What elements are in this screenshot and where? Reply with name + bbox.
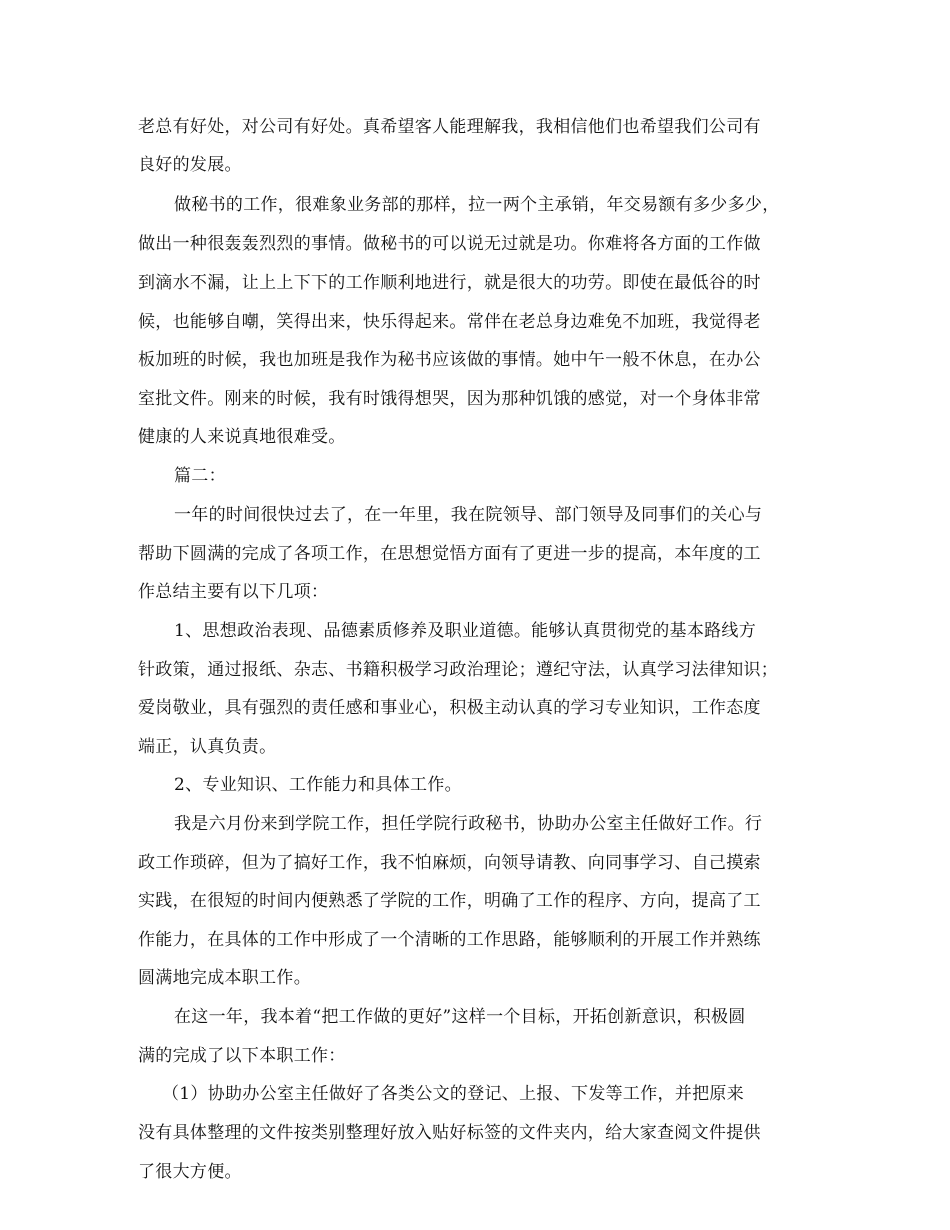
text-line: 健康的人来说真地很难受。 [138,427,346,447]
text-line: 室批文件。刚来的时候，我有时饿得想哭，因为那种饥饿的感觉，对一个身体非常 [138,389,761,409]
text-line: 板加班的时候，我也加班是我作为秘书应该做的事情。她中午一般不休息，在办公 [138,350,761,370]
text-line: 满的完成了以下本职工作： [138,1046,346,1066]
text-line: 候，也能够自嘲，笑得出来，快乐得起来。常伴在老总身边难免不加班，我觉得老 [138,312,761,332]
text-line: 做秘书的工作，很难象业务部的那样，拉一两个主承销，年交易额有多少多少， [174,195,780,215]
text-line: 2、专业知识、工作能力和具体工作。 [174,775,462,795]
text-line: 老总有好处，对公司有好处。真希望客人能理解我，我相信他们也希望我们公司有 [138,117,761,137]
text-line: 作能力，在具体的工作中形成了一个清晰的工作思路，能够顺利的开展工作并熟练 [138,930,761,950]
section-heading: 篇二： [174,466,226,486]
text-line: 爱岗敬业，具有强烈的责任感和事业心，积极主动认真的学习专业知识，工作态度 [138,698,761,718]
text-line: 1、思想政治表现、品德素质修养及职业道德。能够认真贯彻党的基本路线方 [174,621,757,641]
text-line: 针政策，通过报纸、杂志、书籍积极学习政治理论；遵纪守法，认真学习法律知识； [138,660,779,680]
text-line: 政工作琐碎，但为了搞好工作，我不怕麻烦，向领导请教、向同事学习、自己摸索 [138,853,761,873]
text-line: 到滴水不漏，让上上下下的工作顺利地进行，就是很大的功劳。即使在最低谷的时 [138,273,761,293]
text-line: 做出一种很轰轰烈烈的事情。做秘书的可以说无过就是功。你难将各方面的工作做 [138,234,761,254]
text-line: 在这一年，我本着“把工作做的更好”这样一个目标，开拓创新意识，积极圆 [174,1007,746,1027]
text-line: 我是六月份来到学院工作，担任学院行政秘书，协助办公室主任做好工作。行 [174,814,763,834]
text-line: 没有具体整理的文件按类别整理好放入贴好标签的文件夹内，给大家查阅文件提供 [138,1123,761,1143]
text-line: 圆满地完成本职工作。 [138,968,311,988]
text-line: 端正，认真负责。 [138,737,277,757]
text-line: 帮助下圆满的完成了各项工作，在思想觉悟方面有了更进一步的提高，本年度的工 [138,544,761,564]
text-line: 良好的发展。 [138,155,242,175]
text-line: 了很大方便。 [138,1162,242,1182]
text-line: 实践，在很短的时间内便熟悉了学院的工作，明确了工作的程序、方向，提高了工 [138,891,761,911]
text-line: 作总结主要有以下几项： [138,582,329,602]
text-line: （1）协助办公室主任做好了各类公文的登记、上报、下发等工作，并把原来 [162,1084,745,1104]
text-line: 一年的时间很快过去了，在一年里，我在院领导、部门领导及同事们的关心与 [174,505,763,525]
